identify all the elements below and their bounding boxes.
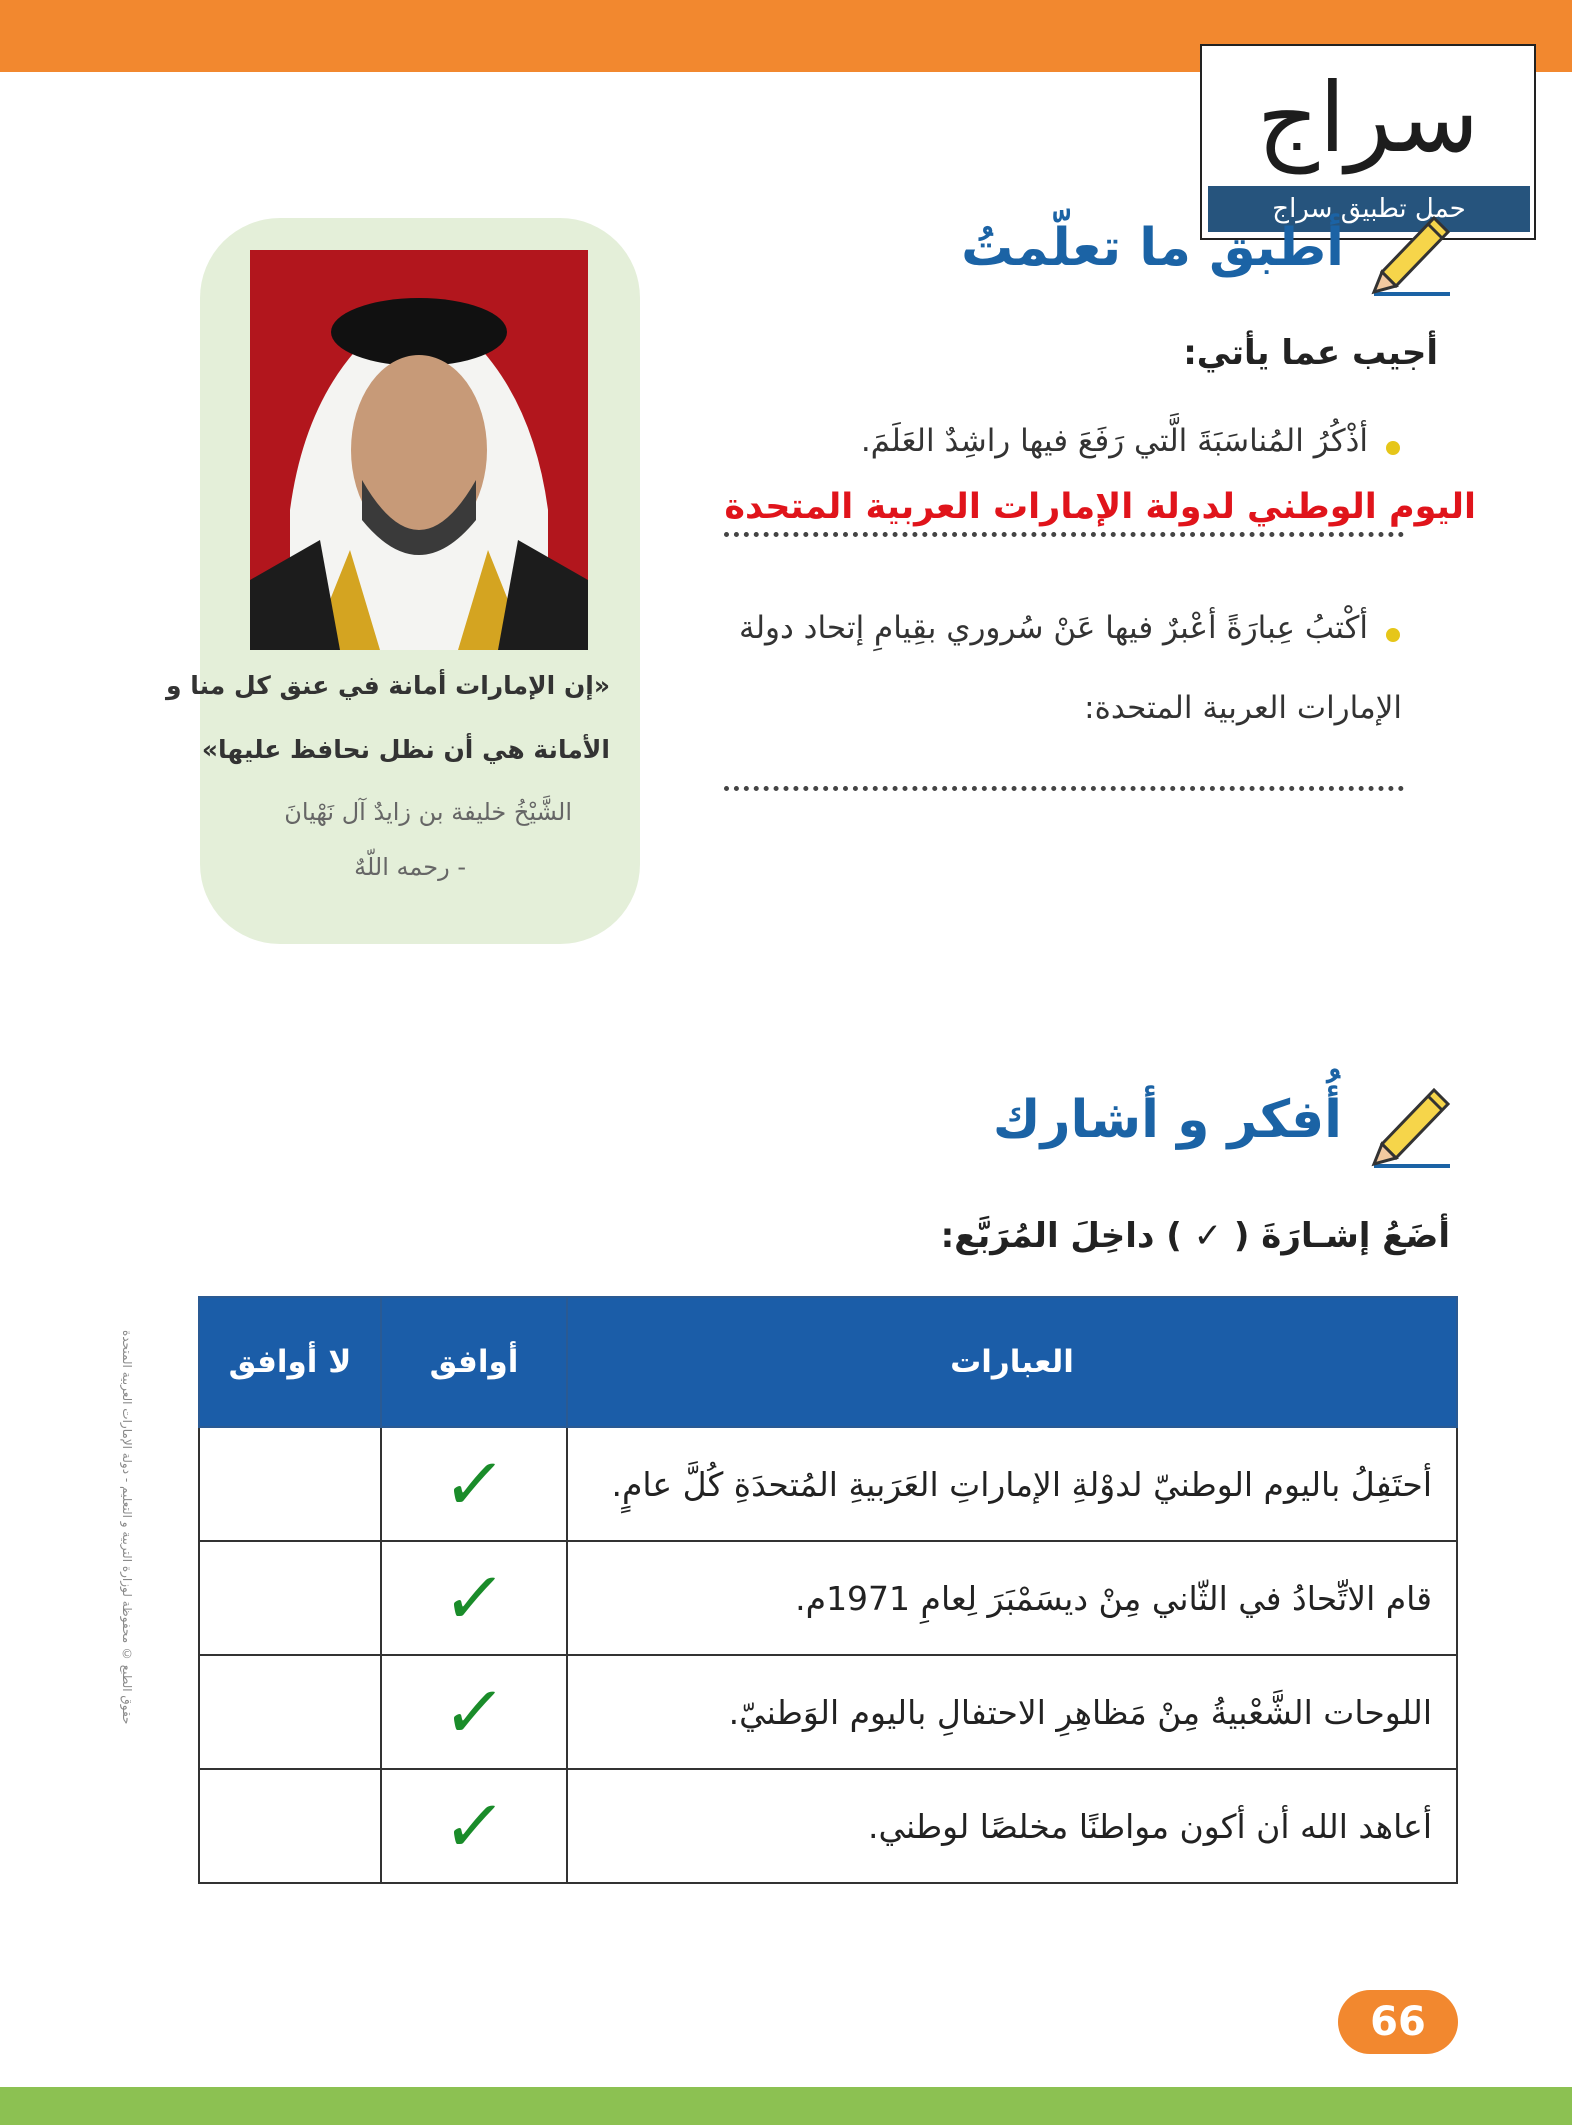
statement-cell: اللوحات الشَّعْبيةُ مِنْ مَظاهِرِ الاحتفالِ باليوم الوَطنيّ. bbox=[567, 1655, 1457, 1769]
table-row bbox=[199, 1769, 1457, 1883]
header-disagree: لا أوافق bbox=[199, 1297, 381, 1427]
disagree-checkbox-cell[interactable] bbox=[199, 1655, 381, 1769]
header-agree: أوافق bbox=[381, 1297, 567, 1427]
think-share-instruction: أضَعُ إشـارَةَ ( ✓ ) داخِلَ المُرَبَّع: bbox=[940, 1216, 1450, 1256]
table-row bbox=[199, 1427, 1457, 1541]
logo-wordmark: سراج bbox=[1256, 62, 1480, 174]
table-row bbox=[199, 1541, 1457, 1655]
quote-line-2: الأمانة هي أن نظل نحافظ عليها» bbox=[201, 735, 610, 764]
quote-author-line-1: الشَّيْخُ خليفة بن زايدٌ آل نَهْيانَ bbox=[284, 798, 572, 826]
check-icon: ✓ bbox=[437, 1784, 511, 1868]
answer-dotted-line-1 bbox=[724, 532, 1404, 537]
practice-title: أطبق ما تعلّمتُ bbox=[961, 218, 1344, 278]
think-share-title: أُفكر و أشارك bbox=[992, 1090, 1342, 1150]
pencil-icon bbox=[1352, 210, 1452, 300]
pencil-icon bbox=[1352, 1082, 1452, 1172]
bottom-green-bar bbox=[0, 2087, 1572, 2125]
agree-checkbox-cell[interactable] bbox=[381, 1655, 567, 1769]
statement-cell: أعاهد الله أن أكون مواطنًا مخلصًا لوطني. bbox=[567, 1769, 1457, 1883]
bullet-dot bbox=[1386, 441, 1400, 455]
quote-line-1: «إن الإمارات أمانة في عنق كل منا و bbox=[165, 671, 610, 700]
agree-checkbox-cell[interactable] bbox=[381, 1427, 567, 1541]
check-icon: ✓ bbox=[437, 1556, 511, 1640]
check-icon: ✓ bbox=[437, 1442, 511, 1526]
copyright-side-note: حقوق الطبع © محفوظة لوزارة التربية و التعليم - دولة الإمارات العربية المتحدة bbox=[120, 1330, 134, 1725]
disagree-checkbox-cell[interactable] bbox=[199, 1769, 381, 1883]
statement-cell: قام الاتِّحادُ في الثّاني مِنْ ديسَمْبَرَ لِعامِ 1971م. bbox=[567, 1541, 1457, 1655]
bullet-dot bbox=[1386, 628, 1400, 642]
question-1: أذْكُرُ المُناسَبَةَ الَّتي رَفَعَ فيها راشِدٌ العَلَمَ. bbox=[860, 423, 1368, 459]
disagree-checkbox-cell[interactable] bbox=[199, 1427, 381, 1541]
question-1-answer: اليوم الوطني لدولة الإمارات العربية المتحدة bbox=[724, 487, 1476, 527]
agree-checkbox-cell[interactable] bbox=[381, 1769, 567, 1883]
answer-dotted-line-2 bbox=[724, 786, 1404, 791]
disagree-checkbox-cell[interactable] bbox=[199, 1541, 381, 1655]
agree-checkbox-cell[interactable] bbox=[381, 1541, 567, 1655]
table-header-row bbox=[199, 1297, 1457, 1427]
portrait-image bbox=[250, 250, 588, 650]
check-icon: ✓ bbox=[437, 1670, 511, 1754]
agreement-table bbox=[198, 1296, 1458, 1884]
table-row bbox=[199, 1655, 1457, 1769]
question-2-line-2: الإمارات العربية المتحدة: bbox=[1084, 690, 1402, 726]
question-2-line-1: أكْتبُ عِبارَةً أعْبرٌ فيها عَنْ سُروري بقِيامِ إتحاد دولة bbox=[738, 610, 1368, 646]
quote-author-line-2: - رحمه اللّهٌ bbox=[354, 853, 466, 881]
header-statements: العبارات bbox=[567, 1297, 1457, 1427]
page-number: 66 bbox=[1338, 1990, 1458, 2054]
practice-instruction: أجيب عما يأتي: bbox=[1183, 333, 1438, 373]
logo-tagline: حمل تطبيق سراج bbox=[1208, 186, 1530, 232]
statement-cell: أحتَفِلُ باليوم الوطنيّ لدوْلةِ الإماراتِ العَرَبيةِ المُتحدَةِ كُلَّ عامٍ. bbox=[567, 1427, 1457, 1541]
